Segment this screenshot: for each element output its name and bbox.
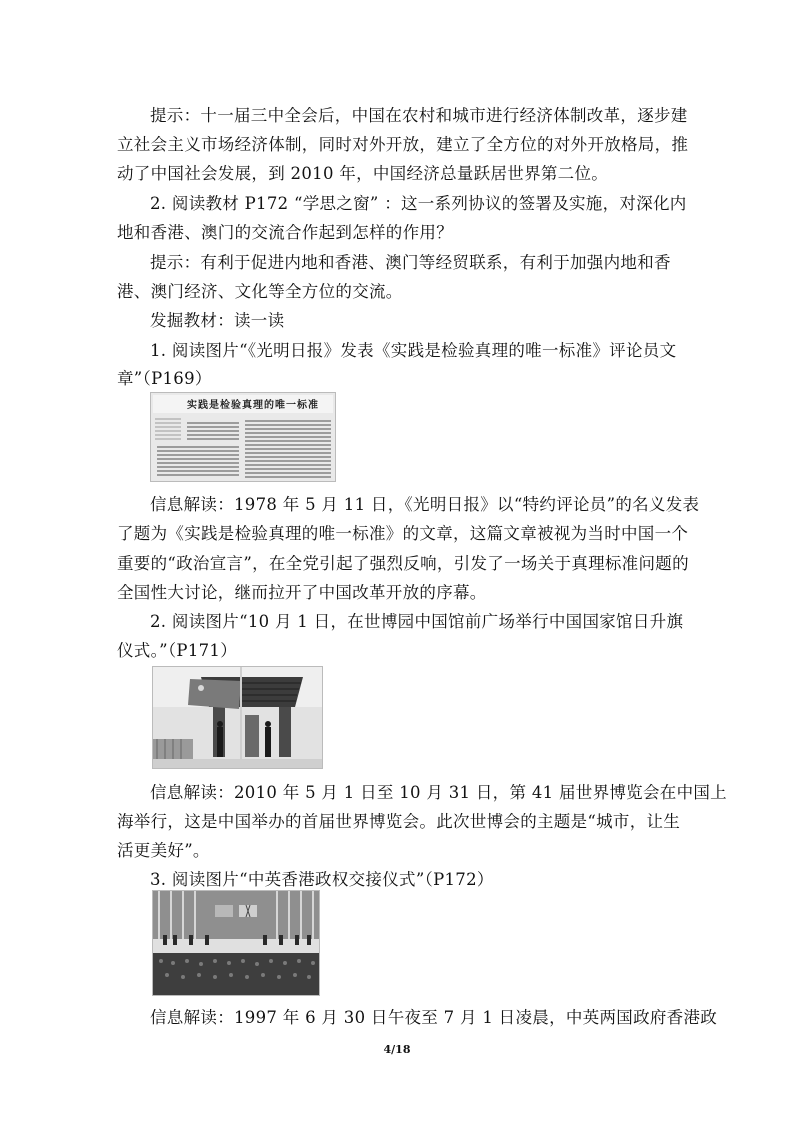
text-line: 章”（P169）	[117, 369, 212, 388]
text-line: 全国性大讨论，继而拉开了中国改革开放的序幕。	[117, 583, 487, 602]
text-line: 仪式。”（P171）	[117, 641, 238, 660]
text-line: 信息解读：1997 年 6 月 30 日午夜至 7 月 1 日凌晨，中英两国政府香港政	[150, 1008, 718, 1027]
text-line: 地和香港、澳门的交流合作起到怎样的作用？	[117, 223, 453, 242]
text-line: 提示：有利于促进内地和香港、澳门等经贸联系，有利于加强内地和香	[150, 253, 671, 272]
text-line: 提示：十一届三中全会后，中国在农村和城市进行经济体制改革，逐步建	[150, 106, 688, 125]
text-line: 信息解读：2010 年 5 月 1 日至 10 月 31 日，第 41 届世界博览会在中国上	[150, 783, 727, 802]
text-line: 3. 阅读图片“中英香港政权交接仪式”（P172）	[150, 870, 494, 889]
text-line: 动了中国社会发展，到 2010 年，中国经济总量跃居世界第二位。	[117, 164, 609, 183]
text-line: 了题为《实践是检验真理的唯一标准》的文章，这篇文章被视为当时中国一个	[117, 524, 689, 543]
section-heading: 发掘教材：读一读	[150, 311, 285, 330]
text-line: 立社会主义市场经济体制，同时对外开放，建立了全方位的对外开放格局，推	[117, 135, 689, 154]
text-line: 重要的“政治宣言”，在全党引起了强烈反响，引发了一场关于真理标准问题的	[117, 554, 689, 573]
text-line: 2. 阅读教材 P172 “学思之窗” ：这一系列协议的签署及实施，对深化内	[150, 194, 687, 213]
text-line: 海举行，这是中国举办的首届世界博览会。此次世博会的主题是“城市，让生	[117, 812, 681, 831]
text-line: 1. 阅读图片“《光明日报》发表《实践是检验真理的唯一标准》评论员文	[150, 341, 677, 360]
newspaper-headline: 实践是检验真理的唯一标准	[187, 400, 319, 411]
flag-raising-photo	[152, 666, 323, 769]
page-number: 4/18	[383, 1043, 411, 1056]
text-line: 信息解读：1978 年 5 月 11 日，《光明日报》以“特约评论员”的名义发表	[150, 495, 700, 514]
newspaper-image	[150, 392, 336, 482]
text-line: 2. 阅读图片“10 月 1 日，在世博园中国馆前广场举行中国国家馆日升旗	[150, 612, 684, 631]
text-line: 活更美好”。	[117, 841, 210, 860]
handover-ceremony-photo	[152, 890, 320, 996]
text-line: 港、澳门经济、文化等全方位的交流。	[117, 282, 403, 301]
